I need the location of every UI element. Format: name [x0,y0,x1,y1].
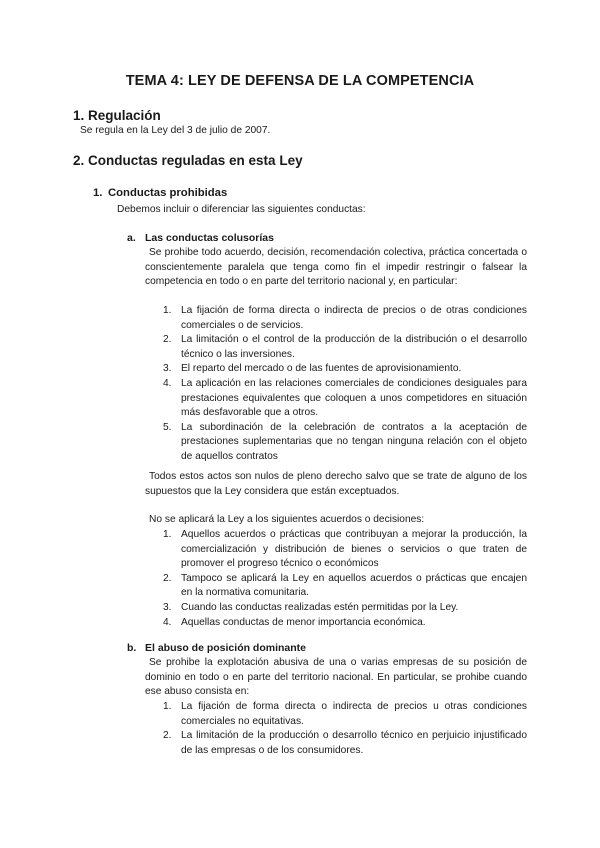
point-a-paragraph-2: Todos estos actos son nulos de pleno derecho salvo que se trate de alguno de los supuestos que la Ley considera que están exceptuados. [145,471,527,497]
list-item-number: 1. [163,305,172,316]
subsection-1-number: 1. [93,187,103,199]
subsection-1-intro: Debemos incluir o diferenciar las siguientes conductas: [117,204,366,215]
list-item [163,572,527,601]
list-item-number: 1. [163,529,172,540]
list-item [163,601,527,616]
list-item-text: La limitación o el control de la producción de la distribución o el desarrollo técnico o las inversiones. [181,334,527,360]
list-item-text: Aquellos acuerdos o prácticas que contribuyan a mejorar la producción, la comercialización y distribución de bienes o servicios o que traten de promover el progreso técnico o económicos [181,529,527,570]
list-item-text: La subordinación de la celebración de contratos a la aceptación de prestaciones suplementarias que no tengan ninguna relación con el objeto de aquellos contratos [181,421,527,462]
list-item-text: Aquellas conductas de menor importancia económica. [181,616,426,628]
list-item [163,421,527,465]
list-item-number: 4. [163,377,172,389]
list-item-number: 1. [163,701,172,712]
point-a-exceptions-list [163,528,527,630]
list-item [163,377,527,421]
point-b-paragraph: Se prohibe la explotación abusiva de una o varias empresas de su posición de dominio en todo o en parte del territorio nacional. En particular, se prohibe cuando ese abuso consista en: [145,657,527,698]
subsection-1-heading: Conductas prohibidas [108,187,228,199]
list-item-number: 2. [163,730,172,742]
point-b-letter: b. [127,642,137,654]
point-a-paragraph: Se prohibe todo acuerdo, decisión, recomendación colectiva, práctica concertada o conscientemente paralela que tenga como fin el impedir restringir o falsear la competencia en todo o en parte del territorio nacional y, en particular: [145,247,527,288]
list-item [163,304,527,333]
list-item-text: El reparto del mercado o de las fuentes de aprovisionamiento. [181,363,462,375]
list-item-text: La fijación de forma directa o indirecta de precios o de otras condiciones comerciales o de servicios. [181,305,527,331]
list-item-number: 3. [163,363,172,375]
section-2-heading: 2. Conductas reguladas en esta Ley [73,153,303,168]
point-b-heading: El abuso de posición dominante [145,642,307,654]
list-item [163,616,527,631]
list-item-number: 2. [163,334,172,346]
point-a-letter: a. [127,232,136,244]
list-item-number: 5. [163,421,172,433]
list-item [163,362,527,377]
list-item-text: La limitación de la producción o desarrollo técnico en perjuicio injustificado de las empresas o de los consumidores. [181,730,527,756]
list-item [163,528,527,572]
section-1-heading: 1. Regulación [73,108,161,123]
point-b-list [163,700,527,758]
point-a-paragraph-3: No se aplicará la Ley a los siguientes acuerdos o decisiones: [149,514,425,525]
list-item-number: 4. [163,616,172,628]
list-item-number: 2. [163,572,172,584]
section-1-text: Se regula en la Ley del 3 de julio de 2007. [80,125,271,136]
list-item [163,729,527,758]
list-item-text: Cuando las conductas realizadas estén permitidas por la Ley. [181,601,459,613]
list-item-text: Tampoco se aplicará la Ley en aquellos acuerdos o prácticas que encajen en la normativa comunitaria. [181,572,527,599]
list-item-text: La aplicación en las relaciones comerciales de condiciones desiguales para prestaciones equivalentes que coloquen a unos competidores en situación más desfavorable que a otros. [181,377,527,419]
list-item-text: La fijación de forma directa o indirecta de precios u otras condiciones comerciales no equitativas. [181,701,527,727]
list-item [163,333,527,362]
point-a-list [163,304,527,465]
list-item-number: 3. [163,601,172,613]
list-item [163,700,527,729]
document-title: TEMA 4: LEY DE DEFENSA DE LA COMPETENCIA [125,73,475,89]
point-a-heading: Las conductas colusorías [145,232,274,244]
